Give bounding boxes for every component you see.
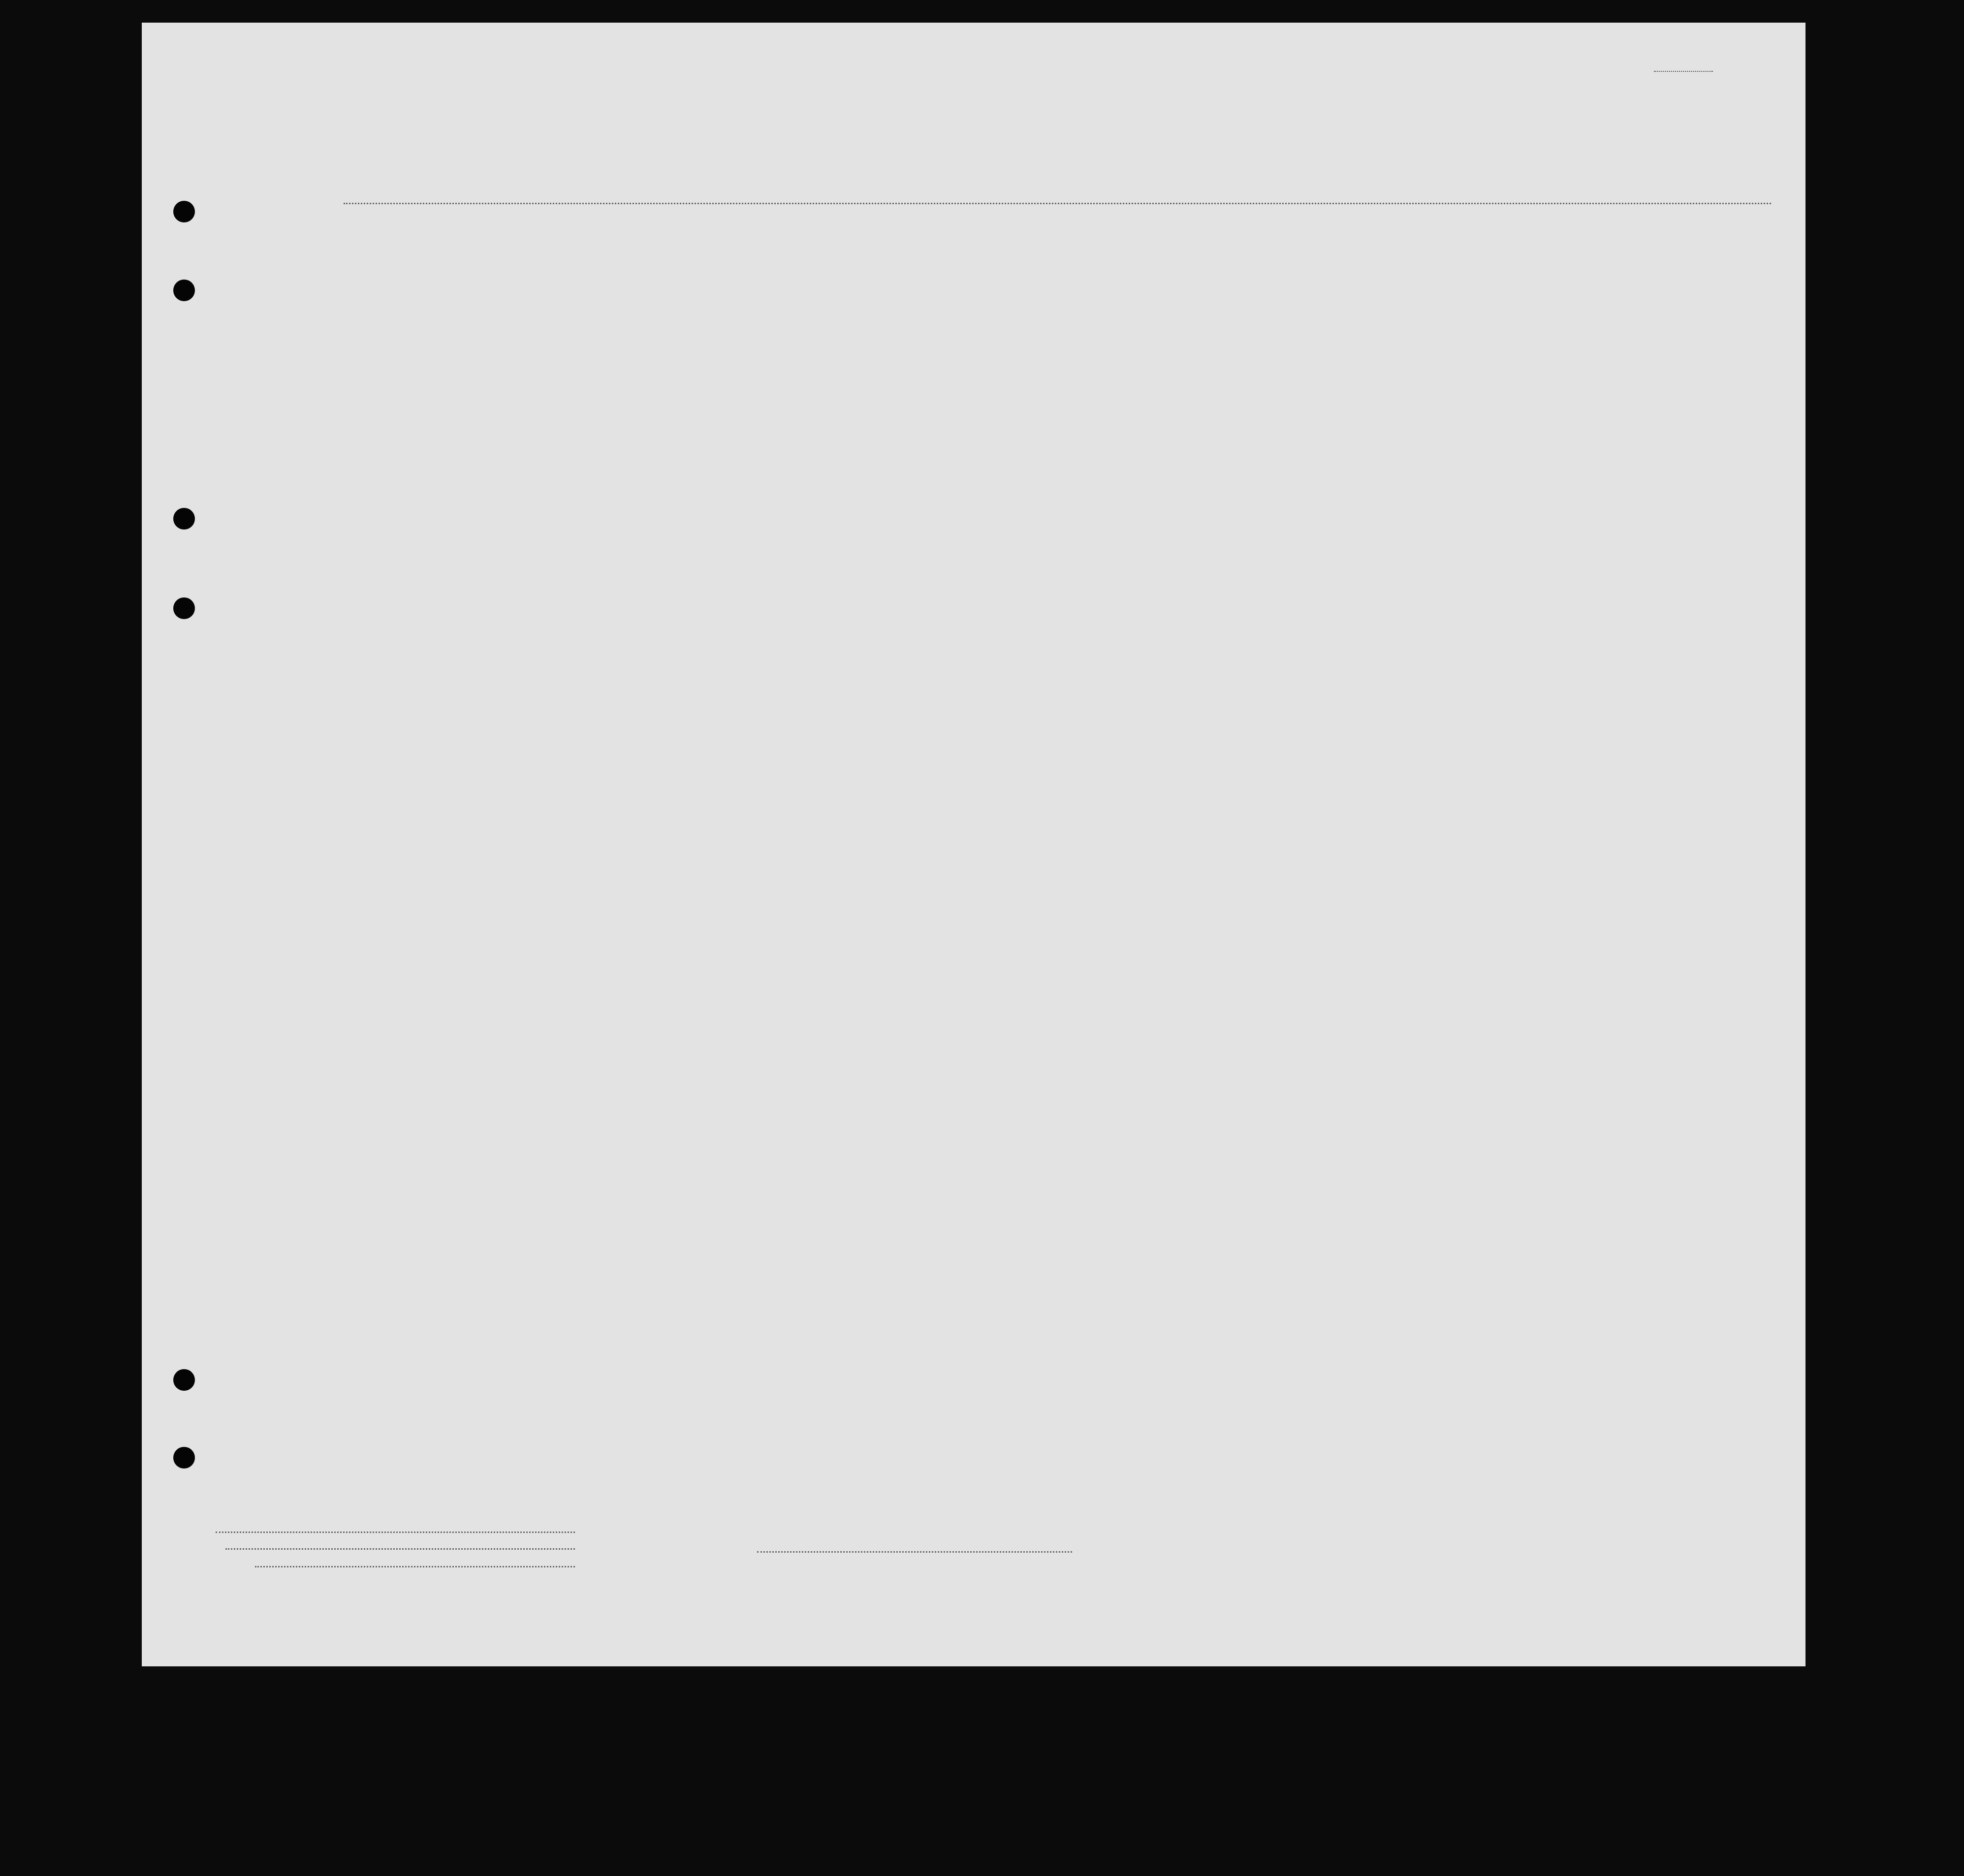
punch-hole	[173, 280, 195, 301]
inspector-rule	[757, 1551, 1072, 1553]
manifest-sheet	[142, 23, 1806, 1666]
owners-rule	[225, 1548, 575, 1550]
line-rule	[216, 1532, 575, 1533]
punch-hole	[173, 508, 195, 530]
crew-table	[142, 23, 1806, 1666]
punch-hole	[173, 597, 195, 619]
punch-hole	[173, 1369, 195, 1391]
punch-hole	[173, 201, 195, 222]
punch-hole	[173, 1447, 195, 1469]
agents-rule	[255, 1566, 575, 1567]
